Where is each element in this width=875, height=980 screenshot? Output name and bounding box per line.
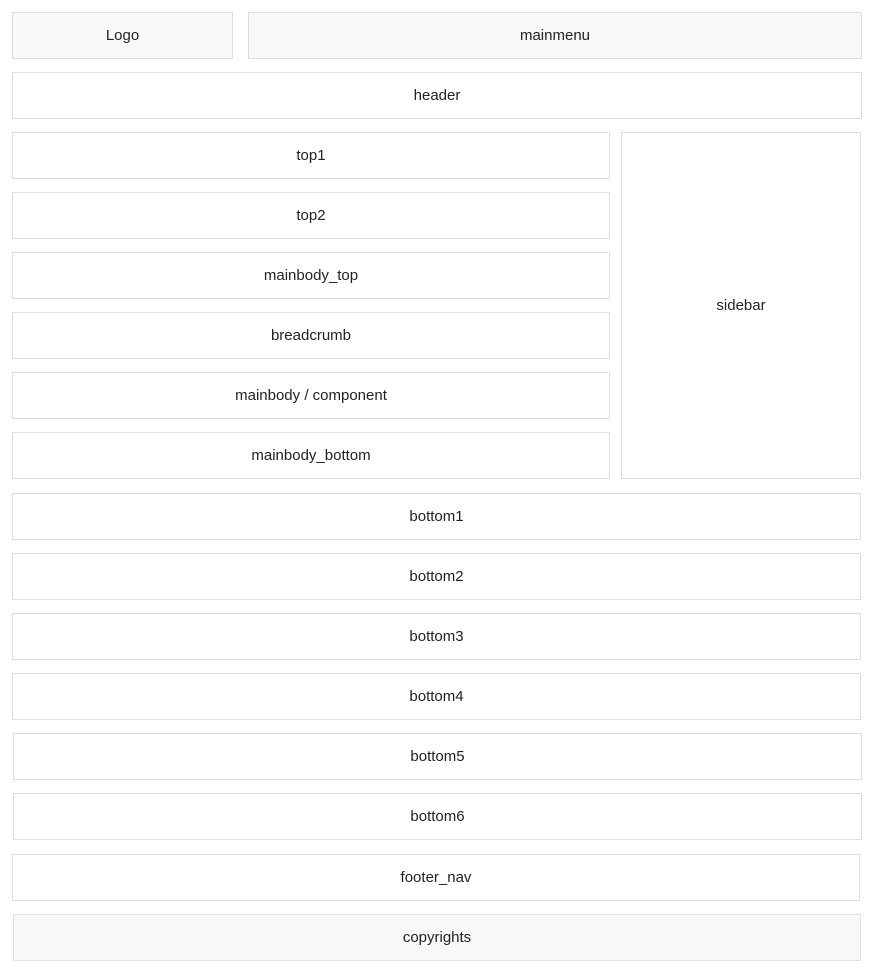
bottom1-position[interactable]	[12, 493, 861, 540]
mainmenu-position[interactable]	[248, 12, 862, 59]
sidebar-position-label: sidebar	[716, 297, 766, 314]
bottom1-position-label: bottom1	[409, 508, 464, 525]
bottom5-position[interactable]	[13, 733, 862, 780]
copyrights-position-label: copyrights	[402, 929, 472, 946]
breadcrumb-position-label: breadcrumb	[270, 327, 352, 344]
mainbody-component-position-label: mainbody / component	[235, 387, 387, 404]
logo-position[interactable]	[12, 12, 233, 59]
bottom2-position[interactable]	[12, 553, 861, 600]
sidebar-position[interactable]	[621, 132, 861, 479]
header-position[interactable]	[12, 72, 862, 119]
top2-position[interactable]	[12, 192, 610, 239]
mainmenu-position-label: mainmenu	[519, 27, 591, 44]
footer-nav-position[interactable]	[12, 854, 860, 901]
mainbody-top-position[interactable]	[12, 252, 610, 299]
breadcrumb-position[interactable]	[12, 312, 610, 359]
bottom5-position-label: bottom5	[410, 748, 465, 765]
copyrights-position[interactable]	[13, 914, 861, 961]
bottom3-position[interactable]	[12, 613, 861, 660]
footer-nav-position-label: footer_nav	[400, 869, 472, 886]
mainbody-bottom-position[interactable]	[12, 432, 610, 479]
mainbody-top-position-label: mainbody_top	[263, 267, 359, 284]
bottom4-position-label: bottom4	[409, 688, 464, 705]
mainbody-bottom-position-label: mainbody_bottom	[251, 447, 371, 464]
mainbody-component-position[interactable]	[12, 372, 610, 419]
top2-position-label: top2	[296, 207, 326, 224]
top1-position-label: top1	[296, 147, 326, 164]
bottom3-position-label: bottom3	[409, 628, 464, 645]
bottom6-position-label: bottom6	[410, 808, 465, 825]
header-position-label: header	[413, 87, 461, 104]
bottom2-position-label: bottom2	[409, 568, 464, 585]
bottom4-position[interactable]	[12, 673, 861, 720]
top1-position[interactable]	[12, 132, 610, 179]
bottom6-position[interactable]	[13, 793, 862, 840]
logo-position-label: Logo	[105, 27, 140, 44]
